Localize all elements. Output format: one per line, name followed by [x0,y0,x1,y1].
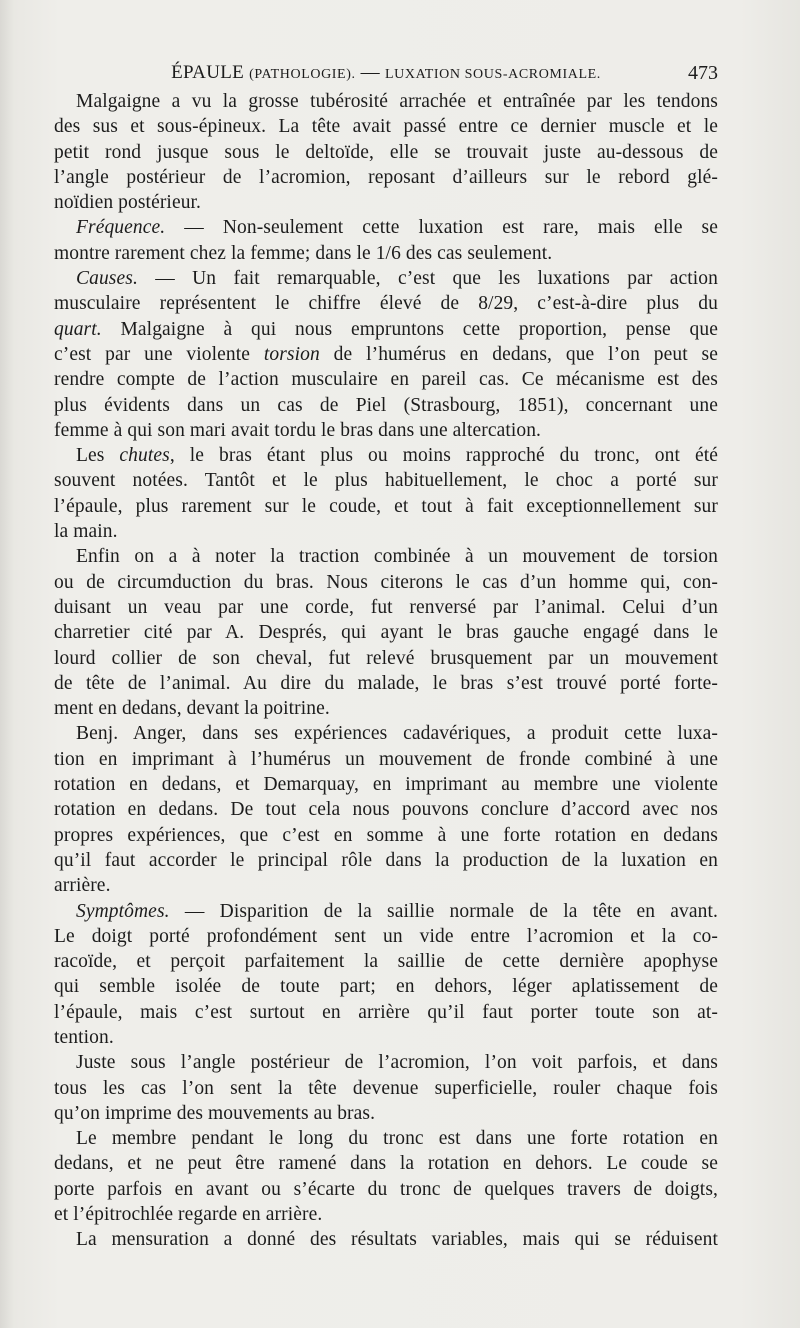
text-line: porte parfois en avant ou s’écarte du tronc de quelques travers de doigts, [54,1178,718,1200]
text-line: racoïde, et perçoit parfaitement la saillie de cette dernière apophyse [54,951,718,973]
text-line: l’angle postérieur de l’acromion, reposant d’ailleurs sur le rebord glé- [54,166,718,188]
text-line: Benj. Anger, dans ses expériences cadavériques, a produit cette luxa- [76,723,718,745]
text-line: rotation en dedans, et Demarquay, en imprimant au membre une violente [54,774,718,796]
text-line: et l’épitrochlée regarde en arrière. [54,1204,323,1226]
text-line: charretier cité par A. Després, qui ayant le bras gauche engagé dans le [54,622,718,644]
text-line: La mensuration a donné des résultats variables, mais qui se réduisent [76,1229,718,1251]
text-line: Le membre pendant le long du tronc est dans une forte rotation en [76,1128,718,1150]
header-title [54,58,718,90]
text-line: qu’il faut accorder le principal rôle dans la production de la luxation en [54,849,718,871]
text-line: femme à qui son mari avait tordu le bras dans une altercation. [54,419,542,441]
header-separator: — [360,62,380,83]
text-line: lourd collier de son cheval, fut relevé brusquement par un mouvement [54,647,718,669]
text-line: l’épaule, plus rarement sur le coude, et tout à fait exceptionnellement sur [54,495,718,517]
text-line: Malgaigne a vu la grosse tubérosité arrachée et entraînée par les tendons [76,91,718,112]
text-line: qu’on imprime des mouvements au bras. [54,1102,376,1124]
text-line: noïdien postérieur. [54,192,202,214]
text-line: dedans, et ne peut être ramené dans la rotation en dehors. Le coude se [54,1153,718,1175]
text-line: Fréquence. — Non-seulement cette luxation est rare, mais elle se [76,217,718,239]
text-line: rendre compte de l’action musculaire en pareil cas. Ce mécanisme est des [54,369,718,391]
text-line: quart. Malgaigne à qui nous empruntons cette proportion, pense que [54,318,718,340]
text-line: Symptômes. — Disparition de la saillie normale de la tête en avant. [76,900,718,922]
text-line: ment en dedans, devant la poitrine. [54,698,330,720]
italic-heading-causes: Causes. [76,268,138,290]
text-line: rotation en dedans. De tout cela nous pouvons conclure d’accord avec nos [54,799,718,821]
text-line: c’est par une violente torsion de l’humérus en dedans, que l’on peut se [54,343,718,365]
text-line: Le doigt porté profondément sent un vide entre l’acromion et la co- [54,925,718,947]
italic-heading-frequence: Fréquence. [76,217,166,239]
running-header [54,58,718,88]
header-title-sub: (PATHOLOGIE). [249,67,356,82]
italic-heading-symptomes: Symptômes. [76,900,170,922]
text-line: souvent notées. Tantôt et le plus habituellement, le choc a porté sur [54,470,718,492]
text-line: de tête de l’animal. Au dire du malade, le bras s’est trouvé porté forte- [54,672,718,694]
text-line: Enfin on a à noter la traction combinée à un mouvement de torsion [76,546,718,568]
text-line: tention. [54,1026,114,1048]
text-line: tion en imprimant à l’humérus un mouvement de fronde combiné à une [54,748,718,770]
text-line: petit rond jusque sous le deltoïde, elle se trouvait juste au-dessous de [54,141,718,163]
italic-word-torsion: torsion [263,343,320,365]
text-line: qui semble isolée de toute part; en dehors, léger aplatissement de [54,976,718,998]
text-line: la main. [54,521,118,543]
italic-word-chutes: chutes [119,445,170,467]
page-number: 473 [688,62,718,84]
text-line: ou de circumduction du bras. Nous citerons le cas d’un homme qui, con- [54,571,718,593]
text-line: musculaire représentent le chiffre élevé de 8/29, c’est-à-dire plus du [54,293,718,315]
body-text [54,89,718,1253]
text-line: arrière. [54,875,111,897]
text-line: Causes. — Un fait remarquable, c’est que les luxations par action [76,268,718,290]
italic-word-quart: quart. [54,318,102,340]
header-title-main: ÉPAULE [171,62,245,83]
text-line: tous les cas l’on sent la tête devenue superficielle, rouler chaque fois [54,1077,718,1099]
text-line: l’épaule, mais c’est surtout en arrière qu’il faut porter toute son at- [54,1001,718,1023]
text-line: plus évidents dans un cas de Piel (Strasbourg, 1851), concernant une [54,394,718,416]
text-line: propres expériences, que c’est en somme à une forte rotation en dedans [54,824,718,846]
text-line: duisant un veau par une corde, fut renversé par l’animal. Celui d’un [54,596,718,618]
text-line: des sus et sous-épineux. La tête avait passé entre ce dernier muscle et le [54,116,718,138]
text-line: Juste sous l’angle postérieur de l’acromion, l’on voit parfois, et dans [76,1052,718,1074]
header-section: LUXATION SOUS-ACROMIALE. [385,67,601,82]
text-line: Les chutes, le bras étant plus ou moins rapproché du tronc, ont été [76,445,719,467]
text-line: montre rarement chez la femme; dans le 1/6 des cas seulement. [54,242,553,264]
